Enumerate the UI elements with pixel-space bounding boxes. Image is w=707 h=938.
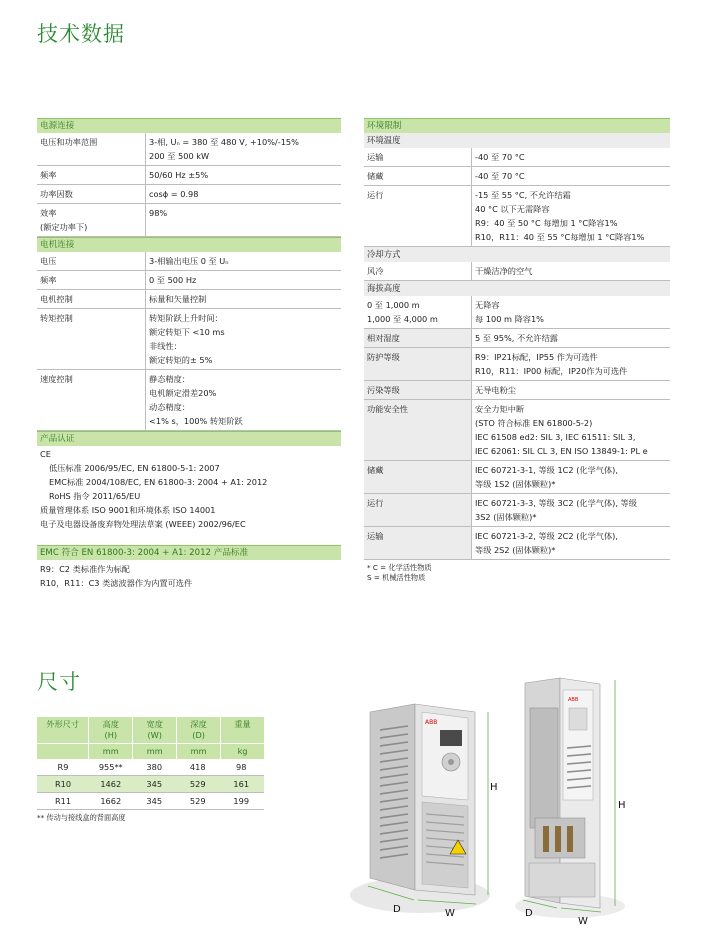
- spec-value-line: 0 至 500 Hz: [149, 275, 197, 285]
- spec-label-line: 频率: [40, 275, 57, 285]
- spec-label-line: (额定功率下): [40, 222, 88, 232]
- spec-value-line: 额定转矩下 <10 ms: [149, 327, 225, 337]
- env-row: [364, 381, 670, 400]
- spec-value-line: 额定转矩的± 5%: [149, 355, 213, 365]
- env-label: [364, 348, 471, 380]
- spec-value-line: 转矩阶跃上升时间：: [149, 313, 223, 323]
- dimensions-cell: 1462: [100, 779, 122, 789]
- spec-value: [145, 271, 341, 289]
- spec-value: [145, 166, 341, 184]
- spec-value-line: <1% s，100% 转矩阶跃: [149, 416, 243, 426]
- spec-value: [145, 133, 341, 165]
- spec-value-line: 50/60 Hz ±5%: [149, 170, 209, 180]
- spec-row: [37, 370, 341, 431]
- drive-cabinet-illustration: [340, 690, 510, 930]
- env-value-line: IEC 60721-3-3, 等级 3C2 (化学气体), 等级: [475, 498, 637, 508]
- env-value-line: 3S2 (固体颗粒)*: [475, 512, 537, 522]
- spec-value-line: cosϕ = 0.98: [149, 189, 199, 199]
- spec-value-line: 98%: [149, 208, 168, 218]
- env-value: [471, 296, 670, 328]
- spec-value: [145, 290, 341, 308]
- env-label-line: 功能安全性: [367, 404, 408, 414]
- spec-label: [37, 309, 145, 369]
- env-value: [471, 167, 670, 185]
- spec-value-line: 电机额定滑差20%: [149, 388, 217, 398]
- env-row: [364, 296, 670, 329]
- dimensions-header-name: 深度: [190, 719, 207, 729]
- dimensions-cell: 418: [189, 762, 206, 772]
- spec-row: [37, 185, 341, 204]
- env-value-line: IEC 60721-3-1, 等级 1C2 (化学气体),: [475, 465, 618, 475]
- env-label-line: 1,000 至 4,000 m: [367, 314, 438, 324]
- dimensions-header-cell: [176, 717, 220, 743]
- dimensions-unit-cell: [37, 744, 88, 759]
- power-section-header: 电源连接: [37, 118, 341, 133]
- spec-label-line: 效率: [40, 208, 57, 218]
- env-row: [364, 527, 670, 560]
- emc-line: R9：C2 类标准作为标配: [40, 564, 130, 574]
- env-label: [364, 186, 471, 246]
- motor-rows: [37, 252, 341, 431]
- env-note-line: * C = 化学活性物质: [367, 563, 432, 572]
- cabinet-height-label: H: [490, 782, 498, 793]
- env-value-line: IEC 62061: SIL CL 3, EN ISO 13849-1: PL e: [475, 446, 648, 456]
- spec-label-line: 电机控制: [40, 294, 73, 304]
- dimensions-cell: 955**: [98, 762, 123, 772]
- emc-section-header: EMC 符合 EN 61800-3: 2004 + A1: 2012 产品标准: [37, 545, 341, 560]
- spec-label-line: 速度控制: [40, 374, 73, 384]
- dimensions-cell: 161: [233, 779, 250, 789]
- env-label: [364, 329, 471, 347]
- dimensions-header-sub: (W): [147, 730, 162, 740]
- cert-line: CE: [40, 449, 51, 459]
- env-groups: [364, 133, 670, 560]
- env-value-line: R9：40 至 50 °C 每增加 1 °C降容1%: [475, 218, 618, 228]
- env-label-line: 风冷: [367, 266, 384, 276]
- env-group-title: 环境温度: [364, 133, 670, 148]
- spec-row: [37, 133, 341, 166]
- spec-label: [37, 290, 145, 308]
- dimensions-header-name: 重量: [234, 719, 251, 729]
- env-row: [364, 186, 670, 247]
- env-value-line: (STO 符合标准 EN 61800-5-2): [475, 418, 593, 428]
- cabinet-width-label: W: [445, 908, 455, 919]
- dimensions-unit-cell: mm: [176, 744, 220, 759]
- env-label-line: 运行: [367, 190, 384, 200]
- env-label: [364, 262, 471, 280]
- dimensions-header-cell: [132, 717, 176, 743]
- dimensions-title: 尺寸: [37, 670, 81, 694]
- spec-value-line: 非线性：: [149, 341, 182, 351]
- env-value-line: 无降容: [475, 300, 500, 310]
- spec-row: [37, 166, 341, 185]
- env-label: [364, 461, 471, 493]
- spec-value-line: 200 至 500 kW: [149, 151, 210, 161]
- dimensions-header-sub: (D): [192, 730, 205, 740]
- dimensions-cell: R11: [54, 796, 72, 806]
- env-value: [471, 348, 670, 380]
- dimensions-header-row: [37, 717, 264, 743]
- spec-row: [37, 271, 341, 290]
- env-label-line: 储藏: [367, 465, 384, 475]
- cabinet-depth-label: D: [393, 904, 401, 915]
- dimensions-table: [37, 717, 264, 823]
- spec-value: [145, 204, 341, 236]
- env-group: [364, 262, 670, 281]
- env-value-line: 等级 2S2 (固体颗粒)*: [475, 545, 556, 555]
- spec-label: [37, 271, 145, 289]
- env-value: [471, 262, 670, 280]
- env-value: [471, 329, 670, 347]
- env-label-line: 防护等级: [367, 352, 400, 362]
- dimensions-unit-cell: kg: [220, 744, 264, 759]
- cert-line: EMC标准 2004/108/EC, EN 61800-3: 2004 + A1: 2012: [49, 477, 268, 487]
- env-value-line: 每 100 m 降容1%: [475, 314, 544, 324]
- spec-row: [37, 309, 341, 370]
- dimensions-cell: 529: [189, 779, 206, 789]
- page-title: 技术数据: [37, 22, 125, 46]
- spec-value-line: 静态精度：: [149, 374, 190, 384]
- env-label: [364, 296, 471, 328]
- env-label: [364, 381, 471, 399]
- env-row: [364, 262, 670, 281]
- env-value-line: IEC 61508 ed2: SIL 3, IEC 61511: SIL 3,: [475, 432, 636, 442]
- env-row: [364, 167, 670, 186]
- module-depth-label: D: [525, 908, 533, 919]
- module-height-label: H: [618, 800, 626, 811]
- env-value-line: IEC 60721-3-2, 等级 2C2 (化学气体),: [475, 531, 618, 541]
- emc-lines: [37, 560, 341, 590]
- dimensions-row: [37, 759, 264, 776]
- env-value-line: -40 至 70 °C: [475, 171, 525, 181]
- spec-label: [37, 370, 145, 430]
- module-width-label: W: [578, 916, 588, 927]
- spec-value: [145, 252, 341, 270]
- spec-row: [37, 204, 341, 237]
- cert-lines: [37, 446, 341, 531]
- env-value-line: R9：IP21标配，IP55 作为可选件: [475, 352, 598, 362]
- cert-line: 低压标准 2006/95/EC, EN 61800-5-1: 2007: [49, 463, 220, 473]
- env-label-line: 运行: [367, 498, 384, 508]
- env-label-line: 相对湿度: [367, 333, 400, 343]
- right-spec-table: [364, 118, 670, 583]
- env-value-line: -15 至 55 °C, 不允许结霜: [475, 190, 571, 200]
- env-group: [364, 296, 670, 329]
- env-value: [471, 461, 670, 493]
- dimensions-header-cell: [37, 717, 88, 743]
- spec-value-line: 动态精度：: [149, 402, 190, 412]
- env-label-line: 运输: [367, 531, 384, 541]
- cert-line: 质量管理体系 ISO 9001和环境体系 ISO 14001: [40, 505, 216, 515]
- spec-label: [37, 252, 145, 270]
- dimensions-rows: [37, 759, 264, 810]
- dimensions-cell: R10: [54, 779, 72, 789]
- drive-module-illustration: [505, 668, 665, 933]
- dimensions-header-cell: [220, 717, 264, 743]
- spec-value: [145, 309, 341, 369]
- env-row: [364, 400, 670, 461]
- env-label-line: 0 至 1,000 m: [367, 300, 420, 310]
- motor-section-header: 电机连接: [37, 237, 341, 252]
- env-label: [364, 494, 471, 526]
- spec-label-line: 电压: [40, 256, 57, 266]
- emc-line: R10，R11：C3 类滤波器作为内置可选件: [40, 578, 193, 588]
- env-value-line: 等级 1S2 (固体颗粒)*: [475, 479, 556, 489]
- cert-line: 电子及电器设备废弃物处理法草案 (WEEE) 2002/96/EC: [40, 519, 246, 529]
- env-value: [471, 400, 670, 460]
- spec-label-line: 电压和功率范围: [40, 137, 98, 147]
- env-group: [364, 148, 670, 247]
- env-row: [364, 329, 670, 348]
- dimensions-footnote: ** 传动与接线盒的背面高度: [37, 813, 126, 822]
- dimensions-cell: 345: [146, 796, 163, 806]
- dimensions-cell: R9: [57, 762, 69, 772]
- spec-label: [37, 133, 145, 165]
- env-row: [364, 348, 670, 381]
- env-value-line: 5 至 95%, 不允许结露: [475, 333, 558, 343]
- env-label: [364, 148, 471, 166]
- spec-value-line: [149, 220, 338, 234]
- dimensions-header-cell: [88, 717, 132, 743]
- dimensions-cell: 199: [233, 796, 250, 806]
- dimensions-cell: 98: [236, 762, 247, 772]
- env-section-header: 环境限制: [364, 118, 670, 133]
- env-value-line: -40 至 70 °C: [475, 152, 525, 162]
- dimensions-cell: 1662: [100, 796, 122, 806]
- power-rows: [37, 133, 341, 237]
- spec-value-line: 标量和矢量控制: [149, 294, 207, 304]
- spec-label: [37, 166, 145, 184]
- dimensions-cell: 345: [146, 779, 163, 789]
- env-group-title: 冷却方式: [364, 247, 670, 262]
- env-label: [364, 400, 471, 460]
- env-value-line: 无导电粉尘: [475, 385, 516, 395]
- env-note-line: S = 机械活性物质: [367, 573, 426, 582]
- env-label: [364, 527, 471, 559]
- env-label: [364, 167, 471, 185]
- dimensions-units-row: [37, 743, 264, 759]
- spec-label: [37, 185, 145, 203]
- spec-value-line: 3-相输出电压 0 至 Uₙ: [149, 256, 229, 266]
- env-label-line: 储藏: [367, 171, 384, 181]
- env-label-line: 运输: [367, 152, 384, 162]
- env-value-line: R10，R11：40 至 55 °C每增加 1 °C降容1%: [475, 232, 645, 242]
- spec-value-line: 3-相, Uₙ = 380 至 480 V, +10%/-15%: [149, 137, 299, 147]
- env-group-title: 海拔高度: [364, 281, 670, 296]
- env-value-line: 安全力矩中断: [475, 404, 525, 414]
- dimensions-row: [37, 776, 264, 793]
- spec-value: [145, 370, 341, 430]
- left-spec-table: [37, 118, 341, 590]
- dimensions-header-name: 高度: [102, 719, 119, 729]
- spec-row: [37, 290, 341, 309]
- env-group: [364, 329, 670, 560]
- cert-section-header: 产品认证: [37, 431, 341, 446]
- env-notes: [364, 560, 670, 583]
- env-value-line: R10，R11：IP00 标配，IP20作为可选件: [475, 366, 628, 376]
- dimensions-header-name: 外形尺寸: [46, 719, 80, 729]
- env-value: [471, 148, 670, 166]
- env-label-line: 污染等级: [367, 385, 400, 395]
- dimensions-header-name: 宽度: [146, 719, 163, 729]
- spec-label-line: 频率: [40, 170, 57, 180]
- env-value-line: 干燥洁净的空气: [475, 266, 533, 276]
- module-brand-logo: ABB: [568, 697, 579, 703]
- brand-logo: ABB: [425, 719, 438, 726]
- dimensions-cell: 380: [146, 762, 163, 772]
- dimensions-row: [37, 793, 264, 810]
- dimensions-unit-cell: mm: [132, 744, 176, 759]
- env-value: [471, 494, 670, 526]
- dimensions-cell: 529: [189, 796, 206, 806]
- env-value-line: 40 °C 以下无需降容: [475, 204, 550, 214]
- spec-row: [37, 252, 341, 271]
- env-row: [364, 148, 670, 167]
- dimensions-unit-cell: mm: [88, 744, 132, 759]
- cert-line: RoHS 指令 2011/65/EU: [49, 491, 141, 501]
- spec-value: [145, 185, 341, 203]
- spec-label: [37, 204, 145, 236]
- spec-label-line: 转矩控制: [40, 313, 73, 323]
- dimensions-header-sub: (H): [104, 730, 118, 740]
- env-value: [471, 186, 670, 246]
- spec-label-line: 功率因数: [40, 189, 73, 199]
- env-value: [471, 527, 670, 559]
- env-row: [364, 461, 670, 494]
- env-row: [364, 494, 670, 527]
- env-value: [471, 381, 670, 399]
